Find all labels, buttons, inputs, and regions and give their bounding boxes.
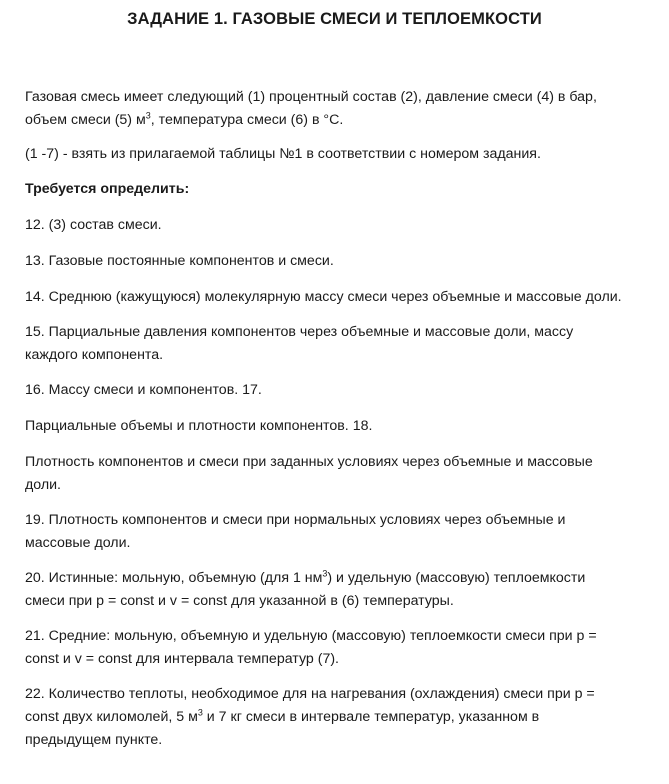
- item-22-superscript: 3: [197, 707, 203, 718]
- item-13: 13. Газовые постоянные компонентов и смеси.: [25, 253, 334, 269]
- item-18-line-1: Плотность компонентов и смеси при заданных условиях через объемные и массовые: [25, 454, 593, 470]
- item-19: [25, 509, 650, 555]
- page-title: ЗАДАНИЕ 1. ГАЗОВЫЕ СМЕСИ И ТЕПЛОЕМКОСТИ: [127, 10, 542, 28]
- item-22-line-3: предыдущем пункте.: [25, 732, 163, 748]
- item-18: [25, 451, 650, 497]
- item-22: [25, 683, 650, 752]
- item-17: Парциальные объемы и плотности компонентов. 18.: [25, 418, 373, 434]
- note-paragraph: (1 -7) - взять из прилагаемой таблицы №1 в соответствии с номером задания.: [25, 146, 541, 162]
- item-22-line-2b: и 7 кг смеси в интервале температур, указанном в: [202, 709, 540, 725]
- item-15: [25, 321, 650, 367]
- item-20-line-1b: ) и удельную (массовую) теплоемкости: [327, 570, 586, 586]
- item-22-line-1: 22. Количество теплоты, необходимое для на нагревания (охлаждения) смеси при p =: [25, 686, 595, 702]
- item-20: [25, 567, 650, 613]
- item-12: 12. (3) состав смеси.: [25, 217, 162, 233]
- item-15-line-2: каждого компонента.: [25, 347, 164, 363]
- intro-paragraph: [25, 86, 650, 132]
- intro-superscript: 3: [145, 110, 151, 121]
- item-20-line-1a: 20. Истинные: мольную, объемную (для 1 нм: [25, 570, 323, 586]
- required-heading: Требуется определить:: [25, 181, 190, 197]
- item-18-line-2: доли.: [25, 477, 62, 493]
- intro-line-2a: объем смеси (5) м: [25, 112, 146, 128]
- item-16: 16. Массу смеси и компонентов. 17.: [25, 382, 262, 398]
- item-20-superscript: 3: [322, 568, 328, 579]
- item-21-line-2: const и v = const для интервала температур (7).: [25, 651, 340, 667]
- item-21-line-1: 21. Средние: мольную, объемную и удельную (массовую) теплоемкости смеси при p =: [25, 628, 597, 644]
- item-15-line-1: 15. Парциальные давления компонентов через объемные и массовые доли, массу: [25, 324, 574, 340]
- item-20-line-2: смеси при p = const и v = const для указанной в (6) температуры.: [25, 593, 454, 609]
- item-14: 14. Среднюю (кажущуюся) молекулярную массу смеси через объемные и массовые доли.: [25, 289, 622, 305]
- intro-line-2b: , температура смеси (6) в °С.: [150, 112, 344, 128]
- item-22-line-2a: const двух киломолей, 5 м: [25, 709, 198, 725]
- item-19-line-1: 19. Плотность компонентов и смеси при нормальных условиях через объемные и: [25, 512, 566, 528]
- item-21: [25, 625, 650, 671]
- intro-line-1: Газовая смесь имеет следующий (1) процентный состав (2), давление смеси (4) в бар,: [25, 89, 597, 105]
- item-19-line-2: массовые доли.: [25, 535, 131, 551]
